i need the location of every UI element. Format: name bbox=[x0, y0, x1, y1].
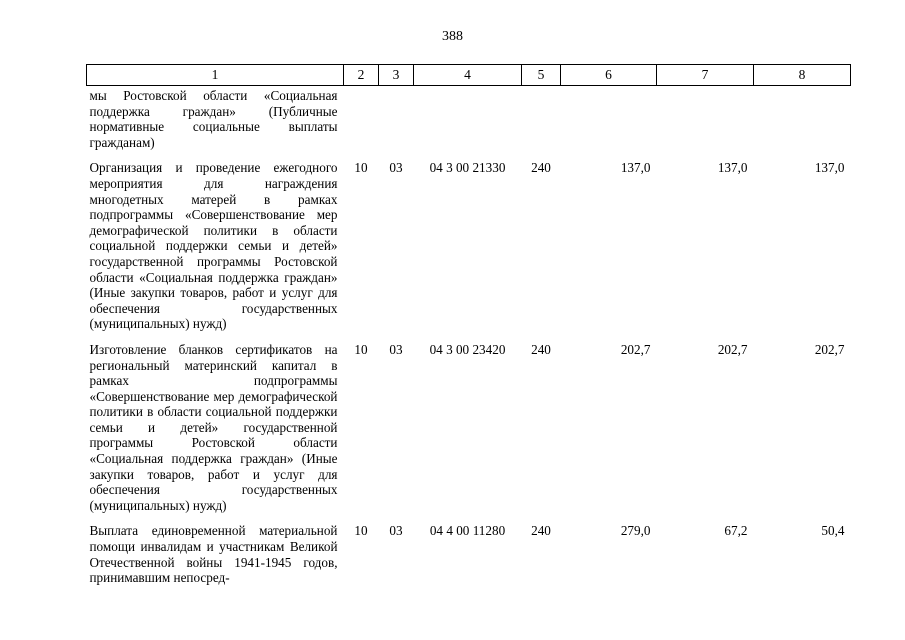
row-amount-2: 137,0 bbox=[717, 160, 748, 176]
column-header: 4 bbox=[414, 65, 522, 86]
row-amount-2: 67,2 bbox=[724, 523, 748, 539]
column-header: 5 bbox=[522, 65, 561, 86]
row-expense-type: 240 bbox=[531, 160, 551, 176]
page-number: 388 bbox=[442, 29, 463, 44]
row-subsection: 03 bbox=[389, 523, 403, 539]
row-amount-1: 202,7 bbox=[620, 341, 651, 357]
row-subsection: 03 bbox=[389, 341, 403, 357]
column-header: 6 bbox=[561, 65, 657, 86]
row-description: Организация и проведение ежегодного мероприятия для награждения многодетных матерей в рамках подпрограммы «Совершенствование мер демографической политики в области социальной поддержки семьи и детей» государственной программы Ростовской области «Социальная поддержка граждан» (Иные закупки товаров, работ и услуг для обеспечения государственных (муниципальных) нужд) bbox=[89, 160, 338, 332]
row-amount-3 bbox=[754, 86, 851, 159]
row-section: 10 bbox=[354, 160, 368, 176]
column-header: 7 bbox=[657, 65, 754, 86]
row-amount-3: 202,7 bbox=[814, 341, 845, 357]
table-row bbox=[87, 86, 851, 159]
row-section: 10 bbox=[354, 341, 368, 357]
row-amount-1: 137,0 bbox=[620, 160, 651, 176]
row-amount-2 bbox=[657, 86, 754, 159]
table-row bbox=[87, 521, 851, 593]
column-header: 3 bbox=[379, 65, 414, 86]
column-number-header-row bbox=[87, 65, 851, 86]
row-description: мы Ростовской области «Социальная поддержка граждан» (Публичные нормативные социальные выплаты гражданам) bbox=[89, 88, 338, 150]
row-description: Выплата единовременной материальной помощи инвалидам и участникам Великой Отечественной войны 1941-1945 годов, принимавшим непосред- bbox=[89, 523, 338, 586]
column-header: 1 bbox=[87, 65, 344, 86]
row-amount-2: 202,7 bbox=[717, 341, 748, 357]
row-expense-type: 240 bbox=[531, 523, 551, 539]
column-header: 8 bbox=[754, 65, 851, 86]
table-row bbox=[87, 340, 851, 522]
row-target-item: 04 3 00 23420 bbox=[429, 341, 506, 357]
row-expense-type: 240 bbox=[531, 341, 551, 357]
row-target-item: 04 3 00 21330 bbox=[429, 160, 506, 176]
row-subsection: 03 bbox=[389, 160, 403, 176]
row-amount-3: 50,4 bbox=[821, 523, 845, 539]
row-target-item bbox=[414, 86, 522, 159]
column-header: 2 bbox=[344, 65, 379, 86]
budget-table bbox=[86, 64, 851, 594]
row-section: 10 bbox=[354, 523, 368, 539]
table-row bbox=[87, 158, 851, 340]
row-expense-type bbox=[522, 86, 561, 159]
row-description: Изготовление бланков сертификатов на региональный материнский капитал в рамках подпрограммы «Совершенствование мер демографической политики в области социальной поддержки семьи и детей» государственной программы Ростовской области «Социальная поддержка граждан» (Иные закупки товаров, работ и услуг для обеспечения государственных (муниципальных) нужд) bbox=[89, 341, 338, 513]
row-target-item: 04 4 00 11280 bbox=[429, 523, 506, 539]
row-amount-3: 137,0 bbox=[814, 160, 845, 176]
row-amount-1: 279,0 bbox=[620, 523, 651, 539]
row-subsection bbox=[379, 86, 414, 159]
row-section bbox=[344, 86, 379, 159]
row-amount-1 bbox=[561, 86, 657, 159]
